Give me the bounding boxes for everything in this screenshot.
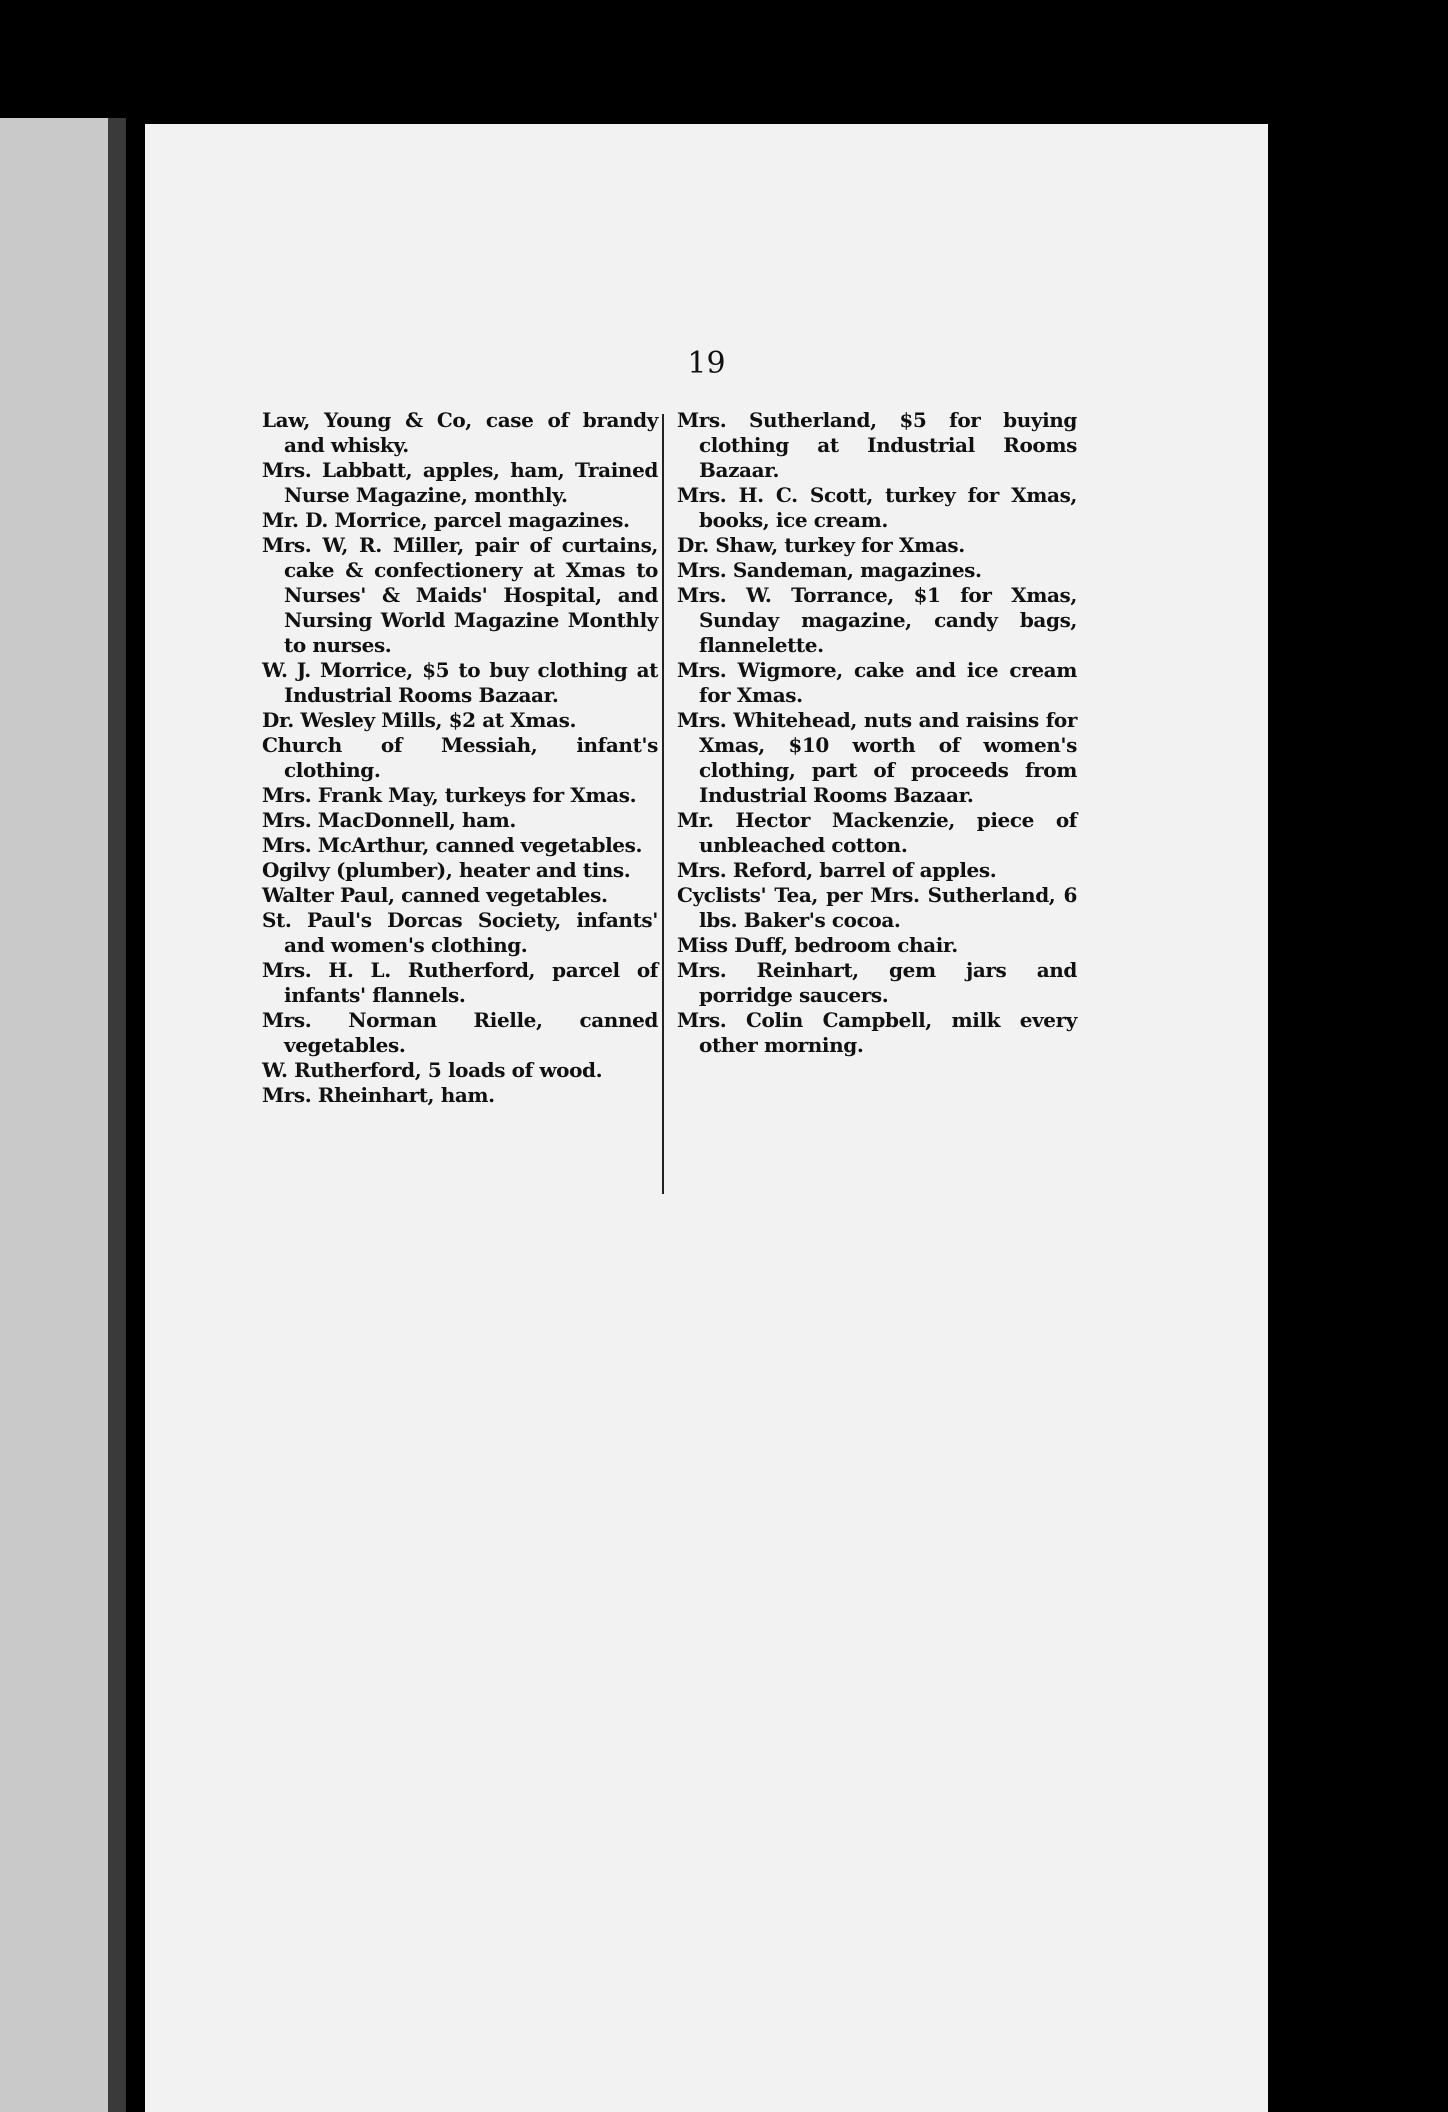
list-item: Mrs. Norman Rielle, canned vegetables. bbox=[262, 1008, 658, 1057]
document-page bbox=[145, 124, 1268, 2112]
list-item: Mrs. Sutherland, $5 for buying clothing at Industrial Rooms Bazaar. bbox=[677, 408, 1077, 482]
list-item: Mrs. Reinhart, gem jars and porridge saucers. bbox=[677, 958, 1077, 1007]
list-item: Law, Young & Co, case of brandy and whisky. bbox=[262, 408, 658, 457]
list-item: Church of Messiah, infant's clothing. bbox=[262, 733, 658, 782]
list-item: Mrs. Frank May, turkeys for Xmas. bbox=[262, 783, 637, 807]
list-item: Dr. Shaw, turkey for Xmas. bbox=[677, 533, 965, 557]
list-item: Mrs. Rheinhart, ham. bbox=[262, 1083, 495, 1107]
list-item: Mrs. MacDonnell, ham. bbox=[262, 808, 516, 832]
list-item: W. J. Morrice, $5 to buy clothing at Industrial Rooms Bazaar. bbox=[262, 658, 658, 707]
list-item: Miss Duff, bedroom chair. bbox=[677, 933, 958, 957]
list-item: Mrs. McArthur, canned vegetables. bbox=[262, 833, 643, 857]
list-item: Mrs. Colin Campbell, milk every other morning. bbox=[677, 1008, 1077, 1057]
list-item: W. Rutherford, 5 loads of wood. bbox=[262, 1058, 603, 1082]
list-item: Mrs. Whitehead, nuts and raisins for Xmas, $10 worth of women's clothing, part of proceeds from Industrial Rooms Bazaar. bbox=[677, 708, 1077, 807]
list-item: Mrs. H. L. Rutherford, parcel of infants' flannels. bbox=[262, 958, 658, 1007]
list-item: Mrs. Reford, barrel of apples. bbox=[677, 858, 997, 882]
page-number: 19 bbox=[687, 346, 726, 381]
list-item: Ogilvy (plumber), heater and tins. bbox=[262, 858, 631, 882]
binding-shadow bbox=[108, 118, 126, 2112]
list-item: Dr. Wesley Mills, $2 at Xmas. bbox=[262, 708, 577, 732]
list-item: St. Paul's Dorcas Society, infants' and women's clothing. bbox=[262, 908, 658, 957]
right-column bbox=[677, 408, 1077, 1058]
list-item: Mr. D. Morrice, parcel magazines. bbox=[262, 508, 630, 532]
list-item: Mrs. H. C. Scott, turkey for Xmas, books, ice cream. bbox=[677, 483, 1077, 532]
left-column bbox=[262, 408, 658, 1108]
list-item: Mrs. Wigmore, cake and ice cream for Xmas. bbox=[677, 658, 1077, 707]
list-item: Mrs. Sandeman, magazines. bbox=[677, 558, 982, 582]
column-divider bbox=[662, 414, 664, 1194]
list-item: Walter Paul, canned vegetables. bbox=[262, 883, 608, 907]
facing-page-edge bbox=[0, 118, 126, 2112]
list-item: Mrs. W. Torrance, $1 for Xmas, Sunday magazine, candy bags, flannelette. bbox=[677, 583, 1077, 657]
list-item: Mr. Hector Mackenzie, piece of unbleached cotton. bbox=[677, 808, 1077, 857]
list-item: Mrs. W, R. Miller, pair of curtains, cake & confectionery at Xmas to Nurses' & Maids' Hospital, and Nursing World Magazine Monthly to nurses. bbox=[262, 533, 658, 657]
list-item: Cyclists' Tea, per Mrs. Sutherland, 6 lbs. Baker's cocoa. bbox=[677, 883, 1077, 932]
list-item: Mrs. Labbatt, apples, ham, Trained Nurse Magazine, monthly. bbox=[262, 458, 658, 507]
